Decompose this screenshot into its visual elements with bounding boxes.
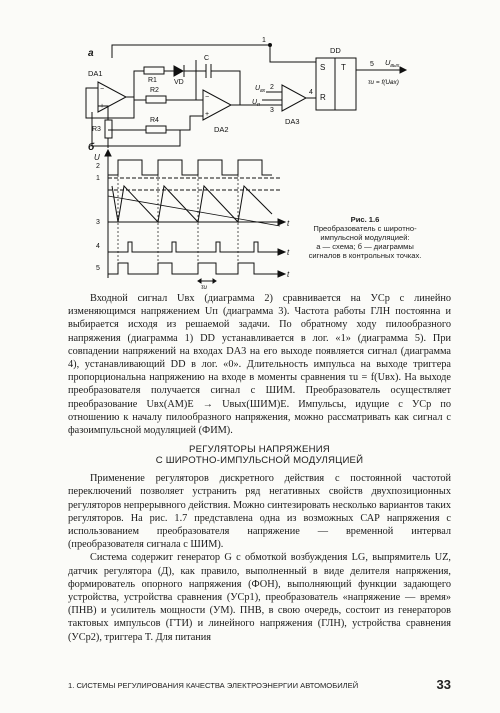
svg-text:R2: R2 xyxy=(150,87,159,94)
capacitor-c xyxy=(204,55,211,78)
svg-text:4: 4 xyxy=(96,243,100,250)
resistor-r1 xyxy=(144,67,164,74)
comparator-da3 xyxy=(282,85,306,126)
svg-text:R4: R4 xyxy=(150,117,159,124)
resistor-r3 xyxy=(105,120,112,138)
svg-text:DA3: DA3 xyxy=(285,117,300,126)
svg-text:R: R xyxy=(320,93,326,102)
svg-text:DA2: DA2 xyxy=(214,125,229,134)
svg-text:1: 1 xyxy=(96,175,100,182)
svg-text:t: t xyxy=(287,248,290,257)
caption-line1: Преобразователь с широтно-импульсной модуляцией: xyxy=(313,224,417,242)
section-heading-line1: РЕГУЛЯТОРЫ НАПРЯЖЕНИЯ xyxy=(189,444,330,456)
svg-text:5: 5 xyxy=(96,265,100,272)
svg-text:U: U xyxy=(94,153,100,162)
svg-text:4: 4 xyxy=(309,89,313,96)
figure-label-b: б xyxy=(88,142,95,153)
svg-text:Uвых: $U_{вых}$ xyxy=(385,58,400,69)
paragraph-3: Система содержит генератор G с обмоткой возбуждения LG, выпрямитель UZ, датчик регулятора (Д), как правило, выполненный в виде делителя напряжения, формирователь опорного напряжения (ФОН), выполняющий функции задающего устройства, устройства сравнения (УСр1), преобразователь «напряжение — время» (ПНВ) и усилитель мощности (УМ). ПНВ, в свою очередь, состоит из генераторов тактовых импульсов (ГТИ) и линейного напряжения (ГЛН), устройства сравнения (УСр2), триггера T. Для питания xyxy=(68,552,451,643)
paragraph-1: Входной сигнал Uвх (диаграмма 2) сравнивается на УСр с линейно изменяющимся напряжением Uп (диаграмма 3). Частота работы ГЛН постоянна и выбирается исходя из решаемой задачи. По обратному ходу пилообразного напряжения (диаграмма 1) DD устанавливается в лог. «1» (диаграмма 5). При совпадении напряжений на входах DA3 на его выходе появляется сигнал (диаграмма 4), устанавливающий DD в лог. «0». Длительность импульса на выходе триггера пропорциональна напряжению на входе в моменты сравнения τu = f(Uвх). На выходе преобразователя получается сигнал с ШИМ. Преобразователь осуществляет преобразование Uвх(АМ)E → Uвых(ШИМ)E. Импульсы, идущие с УСр по отношению к началу пилообразного напряжения, можно рассматривать как сигнал с фазоимпульсной модуляцией (ФИМ). xyxy=(68,293,451,437)
svg-text:1: 1 xyxy=(262,37,266,44)
svg-text:DD: DD xyxy=(330,46,341,55)
svg-text:5: 5 xyxy=(370,61,374,68)
svg-text:Uп: $U_п$ xyxy=(252,99,260,108)
svg-text:+: + xyxy=(100,103,105,110)
figure-label-a: а xyxy=(88,48,94,59)
svg-text:−: − xyxy=(100,86,105,93)
schematic-wires xyxy=(86,44,406,149)
paragraph-2: Применение регуляторов дискретного действия с постоянной частотой переключений позволяет устранить ряд негативных свойств двухпозиционных регуляторов непрерывного действия. Можно синтезировать несколько вариантов таких регуляторов. На рис. 1.7 представлена одна из возможных САР напряжения с использованием преобразователя напряжение — временной интервал (преобразователя сигнала с ШИМ). xyxy=(68,473,451,551)
resistor-r2 xyxy=(146,96,166,103)
caption-line2: а — схема; б — диаграммы сигналов в контрольных точках. xyxy=(308,242,422,260)
section-heading xyxy=(68,444,451,466)
page-footer xyxy=(68,677,451,692)
svg-text:S: S xyxy=(320,63,326,72)
svg-text:+: + xyxy=(205,111,210,118)
body-text xyxy=(68,292,451,644)
svg-text:DA1: DA1 xyxy=(88,69,103,78)
timing-diagram xyxy=(94,150,290,290)
page-number: 33 xyxy=(436,677,451,692)
svg-text:C: C xyxy=(204,55,210,62)
caption-title: Рис. 1.6 xyxy=(350,215,380,224)
opamp-da2 xyxy=(203,90,231,134)
svg-text:Uвх: $U_{вх}$ xyxy=(255,85,266,94)
svg-text:τu: τu xyxy=(201,284,208,290)
svg-text:VD: VD xyxy=(174,79,184,86)
resistor-r4 xyxy=(146,126,166,133)
svg-text:t: t xyxy=(287,270,290,279)
svg-text:3: 3 xyxy=(96,219,100,226)
section-heading-line2: С ШИРОТНО-ИМПУЛЬСНОЙ МОДУЛЯЦИЕЙ xyxy=(155,455,364,467)
svg-text:T: T xyxy=(341,63,346,72)
svg-text:−: − xyxy=(205,94,210,101)
svg-text:R3: R3 xyxy=(92,126,101,133)
svg-text:2: 2 xyxy=(270,84,274,91)
svg-text:2: 2 xyxy=(96,163,100,170)
diode-vd xyxy=(174,65,184,86)
trigger-dd xyxy=(316,46,356,110)
svg-text:t: t xyxy=(287,219,290,228)
tau-formula: τu = f(Uвх) xyxy=(368,79,399,86)
figure-caption xyxy=(300,215,430,260)
running-footer-chapter: 1. СИСТЕМЫ РЕГУЛИРОВАНИЯ КАЧЕСТВА ЭЛЕКТРОЭНЕРГИИ АВТОМОБИЛЕЙ xyxy=(68,681,359,690)
svg-text:3: 3 xyxy=(270,107,274,114)
svg-text:R1: R1 xyxy=(148,77,157,84)
